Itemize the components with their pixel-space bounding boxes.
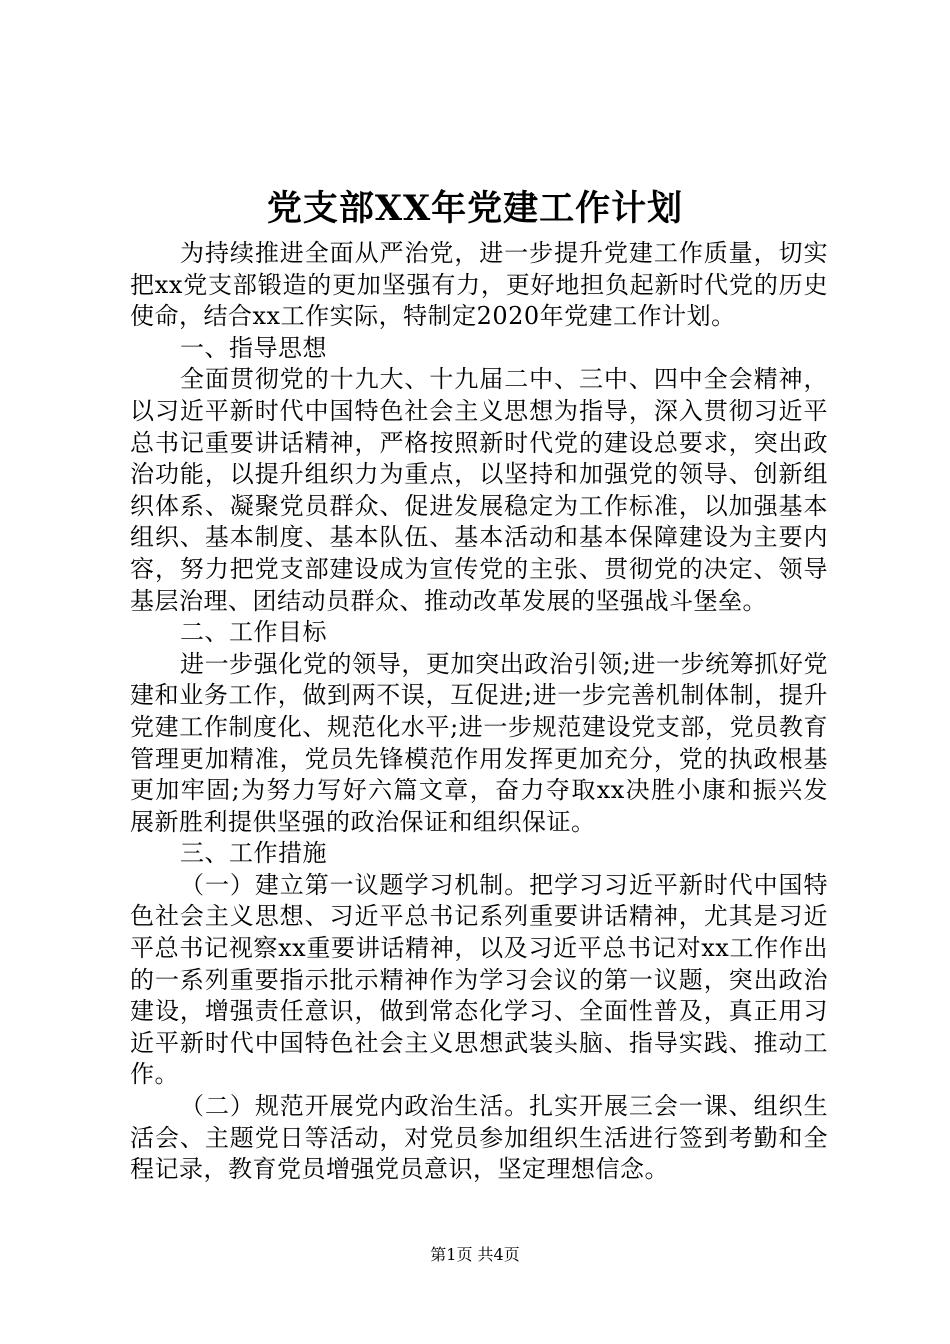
section-heading-work-goals: 二、工作目标 xyxy=(180,618,327,647)
section-heading-work-measures: 三、工作措施 xyxy=(180,839,327,868)
document-body xyxy=(130,238,828,1186)
work-goals-paragraph: 进一步强化党的领导，更加突出政治引领;进一步统筹抓好党建和业务工作，做到两不误，互促进;进一步完善机制体制，提升党建工作制度化、规范化水平;进一步规范建设党支部，党员教育管理更加精准，党员先锋模范作用发挥更加充分，党的执政根基更加牢固;为努力写好六篇文章，奋力夺取xx决胜小康和振兴发展新胜利提供坚强的政治保证和组织保证。 xyxy=(130,649,828,836)
page-footer: 第1页 共4页 xyxy=(430,1245,520,1264)
section-heading-guiding-ideology: 一、指导思想 xyxy=(180,333,327,362)
measure-paragraph-1: （一）建立第一议题学习机制。把学习习近平新时代中国特色社会主义思想、习近平总书记系列重要讲话精神，尤其是习近平总书记视察xx重要讲话精神，以及习近平总书记对xx工作作出的一系列重要指示批示精神作为学习会议的第一议题，突出政治建设，增强责任意识，做到常态化学习、全面性普及，真正用习近平新时代中国特色社会主义思想武装头脑、指导实践、推动工作。 xyxy=(130,870,828,1089)
intro-paragraph: 为持续推进全面从严治党，进一步提升党建工作质量，切实把xx党支部锻造的更加坚强有力，更好地担负起新时代党的历史使命，结合xx工作实际，特制定2020年党建工作计划。 xyxy=(130,239,828,331)
measure-paragraph-2: （二）规范开展党内政治生活。扎实开展三会一课、组织生活会、主题党日等活动，对党员参加组织生活进行签到考勤和全程记录，教育党员增强党员意识，坚定理想信念。 xyxy=(130,1092,828,1184)
guiding-ideology-paragraph: 全面贯彻党的十九大、十九届二中、三中、四中全会精神，以习近平新时代中国特色社会主义思想为指导，深入贯彻习近平总书记重要讲话精神，严格按照新时代党的建设总要求，突出政治功能，以提升组织力为重点，以坚持和加强党的领导、创新组织体系、凝聚党员群众、促进发展稳定为工作标准，以加强基本组织、基本制度、基本队伍、基本活动和基本保障建设为主要内容，努力把党支部建设成为宣传党的主张、贯彻党的决定、领导基层治理、团结动员群众、推动改革发展的坚强战斗堡垒。 xyxy=(130,365,828,615)
document-title: 党支部XX年党建工作计划 xyxy=(266,188,684,229)
